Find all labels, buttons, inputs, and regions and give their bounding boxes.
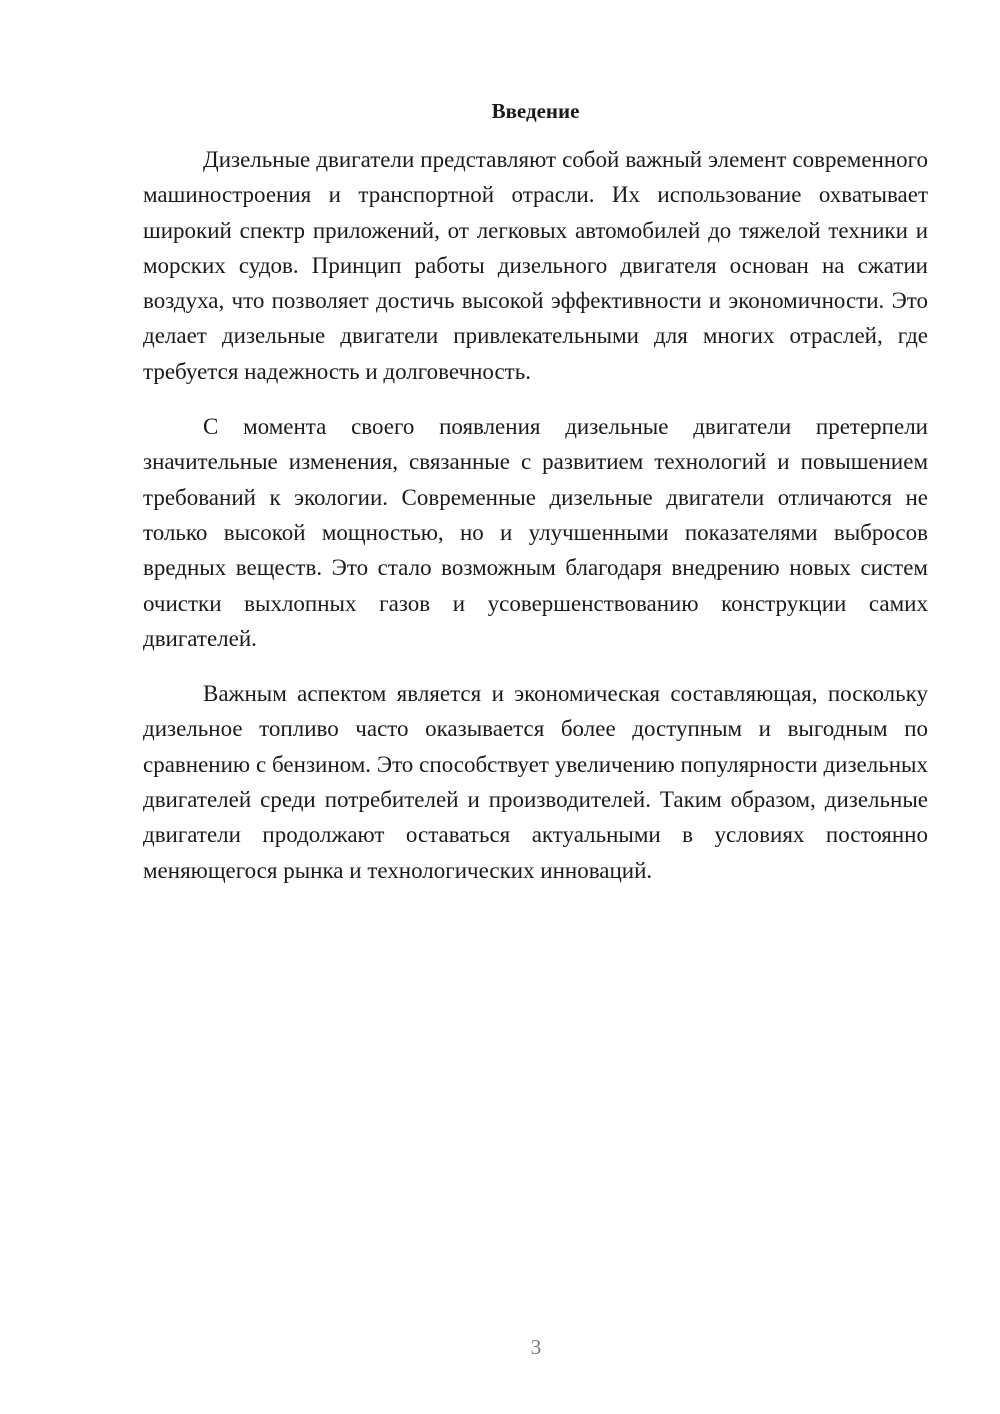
section-heading: Введение (491, 99, 580, 123)
paragraph-1: Дизельные двигатели представляют собой важный элемент современного машиностроения и транспортной отрасли. Их использование охватывает широкий спектр приложений, от легковых автомобилей до тяжелой техники и морских судов. Принцип работы дизельного двигателя основан на сжатии воздуха, что позволяет достичь высокой эффективности и экономичности. Это делает дизельные двигатели привлекательными для многих отраслей, где требуется надежность и долговечность. (143, 147, 928, 384)
paragraph-3: Важным аспектом является и экономическая составляющая, поскольку дизельное топливо часто оказывается более доступным и выгодным по сравнению с бензином. Это способствует увеличению популярности дизельных двигателей среди потребителей и производителей. Таким образом, дизельные двигатели продолжают оставаться актуальными в условиях постоянно меняющегося рынка и технологических инноваций. (143, 681, 928, 883)
paragraph-2: С момента своего появления дизельные двигатели претерпели значительные изменения, связанные с развитием технологий и повышением требований к экологии. Современные дизельные двигатели отличаются не только высокой мощностью, но и улучшенными показателями выбросов вредных веществ. Это стало возможным благодаря внедрению новых систем очистки выхлопных газов и усовершенствованию конструкции самих двигателей. (143, 414, 928, 651)
page-number: 3 (530, 1335, 542, 1359)
document-body (143, 142, 928, 908)
